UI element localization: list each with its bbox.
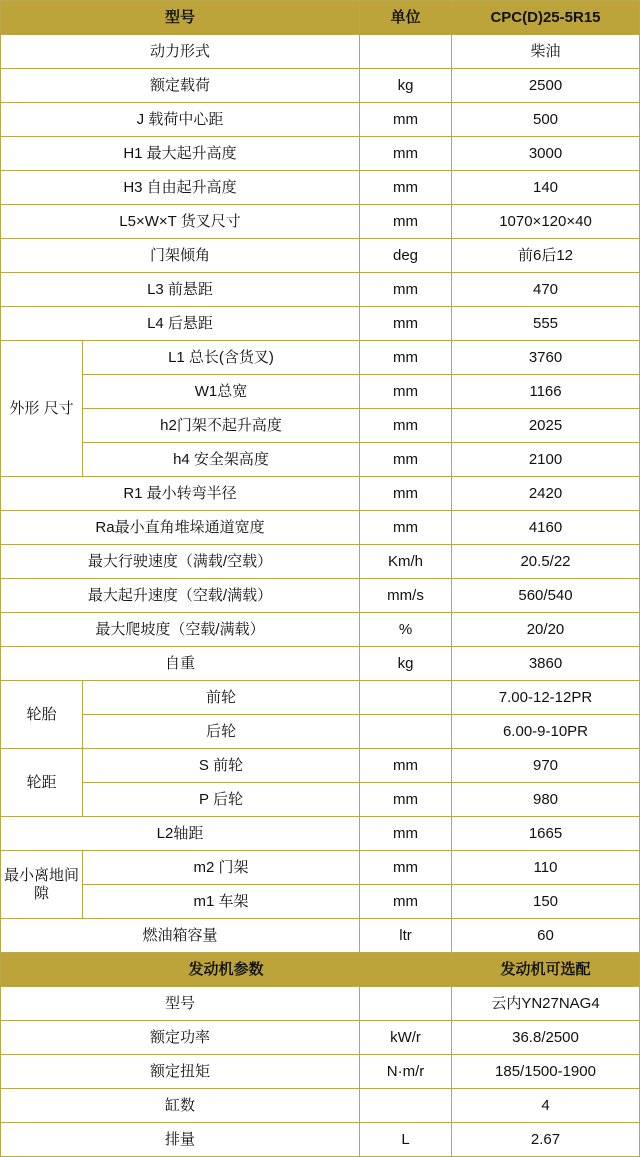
row-value: 1070×120×40 <box>452 205 640 239</box>
row-unit: mm <box>360 341 452 375</box>
table-row <box>1 35 640 69</box>
row-value: 1166 <box>452 375 640 409</box>
row-unit: mm <box>360 783 452 817</box>
row-unit: Km/h <box>360 545 452 579</box>
row-value: 2420 <box>452 477 640 511</box>
table-row <box>1 273 640 307</box>
group-label-tread: 轮距 <box>1 749 83 817</box>
header-model: 型号 <box>1 1 360 35</box>
row-unit <box>360 35 452 69</box>
table-row <box>1 443 640 477</box>
row-label: W1总宽 <box>83 375 360 409</box>
table-row <box>1 375 640 409</box>
header-value: CPC(D)25-5R15 <box>452 1 640 35</box>
row-unit: deg <box>360 239 452 273</box>
row-value: 20.5/22 <box>452 545 640 579</box>
row-label: H3 自由起升高度 <box>1 171 360 205</box>
row-unit: mm <box>360 171 452 205</box>
table-row <box>1 749 640 783</box>
row-label: 最大起升速度（空载/满载） <box>1 579 360 613</box>
table-row <box>1 919 640 953</box>
row-label: L1 总长(含货叉) <box>83 341 360 375</box>
row-value: 4160 <box>452 511 640 545</box>
row-unit: mm <box>360 477 452 511</box>
row-unit: mm <box>360 817 452 851</box>
table-row <box>1 783 640 817</box>
row-value: 470 <box>452 273 640 307</box>
row-unit <box>360 715 452 749</box>
engine-header-row <box>1 953 640 987</box>
table-row <box>1 409 640 443</box>
row-unit: mm <box>360 885 452 919</box>
row-label: 缸数 <box>1 1089 360 1123</box>
table-row <box>1 579 640 613</box>
row-label: R1 最小转弯半径 <box>1 477 360 511</box>
row-value: 3000 <box>452 137 640 171</box>
row-unit: kW/r <box>360 1021 452 1055</box>
table-row <box>1 205 640 239</box>
row-unit: mm <box>360 375 452 409</box>
row-value: 185/1500-1900 <box>452 1055 640 1089</box>
row-label: h2门架不起升高度 <box>83 409 360 443</box>
row-label: 额定载荷 <box>1 69 360 103</box>
row-unit: % <box>360 613 452 647</box>
table-row <box>1 885 640 919</box>
row-value: 36.8/2500 <box>452 1021 640 1055</box>
table-row <box>1 851 640 885</box>
table-row <box>1 681 640 715</box>
row-label: h4 安全架高度 <box>83 443 360 477</box>
row-value: 3860 <box>452 647 640 681</box>
row-unit <box>360 1089 452 1123</box>
table-row <box>1 307 640 341</box>
row-value: 1665 <box>452 817 640 851</box>
table-header-row <box>1 1 640 35</box>
table-row <box>1 715 640 749</box>
group-label-clearance: 最小离地间隙 <box>1 851 83 919</box>
row-unit: mm <box>360 205 452 239</box>
row-value: 云内YN27NAG4 <box>452 987 640 1021</box>
row-label: Ra最小直角堆垛通道宽度 <box>1 511 360 545</box>
row-value: 970 <box>452 749 640 783</box>
row-unit: kg <box>360 69 452 103</box>
row-unit: mm <box>360 749 452 783</box>
row-value: 150 <box>452 885 640 919</box>
row-label: L5×W×T 货叉尺寸 <box>1 205 360 239</box>
row-unit: mm/s <box>360 579 452 613</box>
row-value: 3760 <box>452 341 640 375</box>
row-unit: mm <box>360 307 452 341</box>
row-label: 后轮 <box>83 715 360 749</box>
row-label: 型号 <box>1 987 360 1021</box>
row-value: 20/20 <box>452 613 640 647</box>
row-label: 燃油箱容量 <box>1 919 360 953</box>
row-value: 7.00-12-12PR <box>452 681 640 715</box>
row-label: L2轴距 <box>1 817 360 851</box>
table-row <box>1 171 640 205</box>
table-row <box>1 103 640 137</box>
engine-header-label: 发动机参数 <box>1 953 452 987</box>
row-label: H1 最大起升高度 <box>1 137 360 171</box>
table-row <box>1 69 640 103</box>
row-label: 额定扭矩 <box>1 1055 360 1089</box>
row-unit: mm <box>360 273 452 307</box>
row-label: m2 门架 <box>83 851 360 885</box>
row-value: 柴油 <box>452 35 640 69</box>
row-label: 最大爬坡度（空载/满载） <box>1 613 360 647</box>
row-value: 2500 <box>452 69 640 103</box>
row-label: 自重 <box>1 647 360 681</box>
row-label: S 前轮 <box>83 749 360 783</box>
row-value: 140 <box>452 171 640 205</box>
table-row <box>1 511 640 545</box>
row-unit: kg <box>360 647 452 681</box>
row-value: 60 <box>452 919 640 953</box>
row-unit: mm <box>360 409 452 443</box>
table-row <box>1 613 640 647</box>
row-label: J 载荷中心距 <box>1 103 360 137</box>
row-unit <box>360 987 452 1021</box>
table-row <box>1 477 640 511</box>
row-label: 前轮 <box>83 681 360 715</box>
group-label-tyres: 轮胎 <box>1 681 83 749</box>
table-row <box>1 1089 640 1123</box>
row-value: 980 <box>452 783 640 817</box>
row-unit <box>360 681 452 715</box>
row-label: L4 后悬距 <box>1 307 360 341</box>
row-label: 额定功率 <box>1 1021 360 1055</box>
row-value: 560/540 <box>452 579 640 613</box>
row-label: P 后轮 <box>83 783 360 817</box>
row-value: 500 <box>452 103 640 137</box>
row-unit: mm <box>360 103 452 137</box>
table-row <box>1 987 640 1021</box>
row-unit: ltr <box>360 919 452 953</box>
table-row <box>1 1021 640 1055</box>
row-label: m1 车架 <box>83 885 360 919</box>
table-row <box>1 137 640 171</box>
row-unit: mm <box>360 137 452 171</box>
table-row <box>1 239 640 273</box>
row-value: 6.00-9-10PR <box>452 715 640 749</box>
engine-header-value: 发动机可选配 <box>452 953 640 987</box>
row-label: 排量 <box>1 1123 360 1157</box>
row-label: 最大行驶速度（满载/空载） <box>1 545 360 579</box>
table-row <box>1 545 640 579</box>
table-row <box>1 1123 640 1157</box>
row-label: 门架倾角 <box>1 239 360 273</box>
table-row <box>1 817 640 851</box>
row-unit: mm <box>360 851 452 885</box>
row-unit: L <box>360 1123 452 1157</box>
row-unit: N·m/r <box>360 1055 452 1089</box>
row-value: 110 <box>452 851 640 885</box>
row-value: 4 <box>452 1089 640 1123</box>
table-row <box>1 1055 640 1089</box>
row-value: 2.67 <box>452 1123 640 1157</box>
header-unit: 单位 <box>360 1 452 35</box>
row-unit: mm <box>360 443 452 477</box>
group-label-dimensions: 外形 尺寸 <box>1 341 83 477</box>
row-value: 2100 <box>452 443 640 477</box>
row-value: 2025 <box>452 409 640 443</box>
row-unit: mm <box>360 511 452 545</box>
table-row <box>1 647 640 681</box>
row-value: 前6后12 <box>452 239 640 273</box>
row-label: 动力形式 <box>1 35 360 69</box>
table-row <box>1 341 640 375</box>
row-value: 555 <box>452 307 640 341</box>
row-label: L3 前悬距 <box>1 273 360 307</box>
